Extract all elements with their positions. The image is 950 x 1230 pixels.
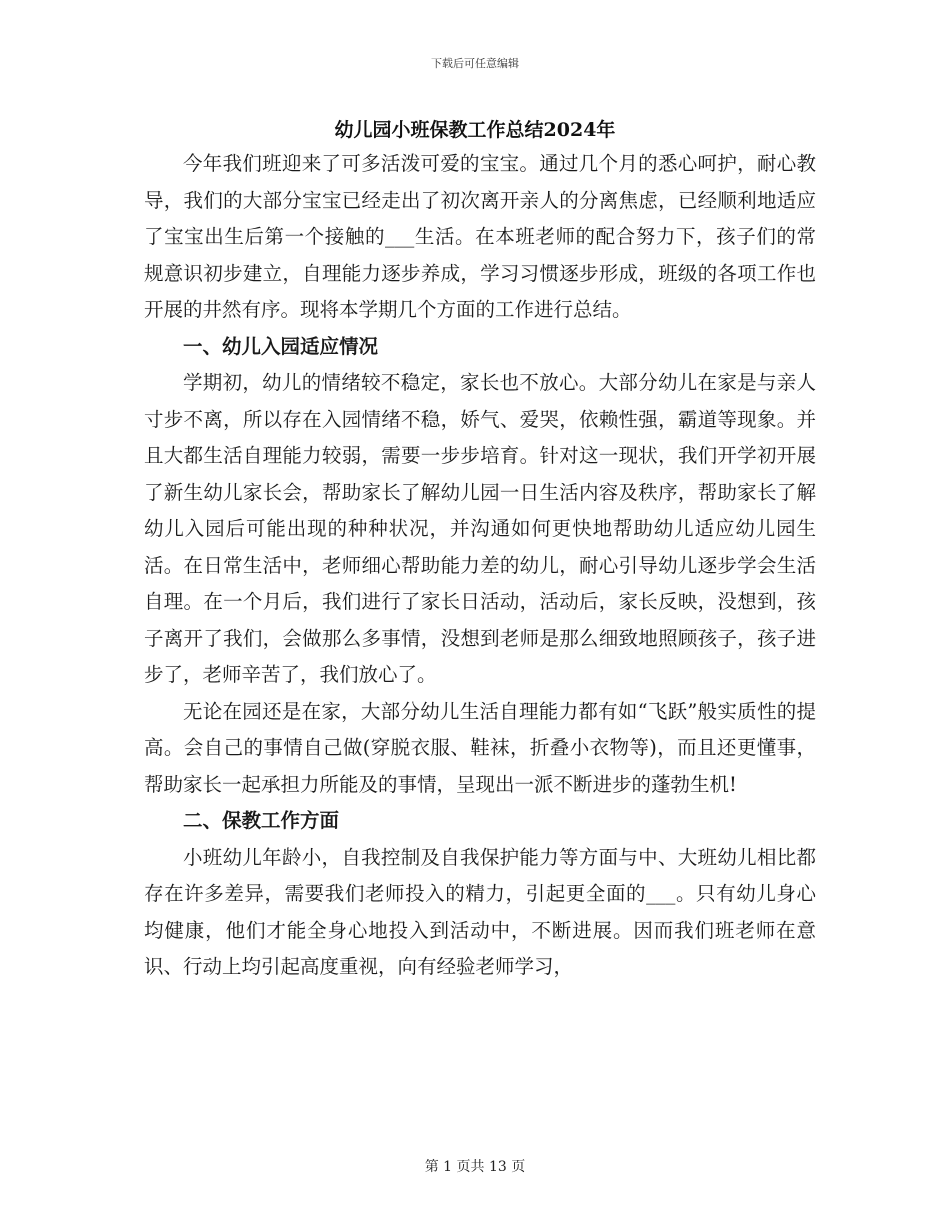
care-education-paragraph-1: 小班幼儿年龄小，自我控制及自我保护能力等方面与中、大班幼儿相比都存在许多差异，需要我们老师投入的精力，引起更全面的___。只有幼儿身心均健康，他们才能全身心地投入到活动中，不断进展。因而我们班老师在意识、行动上均引起高度重视，向有经验老师学习， — [144, 845, 816, 978]
header-note: 下载后可任意编辑 — [431, 57, 519, 70]
page-footer: 第 1 页共 13 页 — [424, 1159, 526, 1175]
adaptation-paragraph-2: 无论在园还是在家，大部分幼儿生活自理能力都有如“飞跃”般实质性的提高。会自己的事情自己做(穿脱衣服、鞋袜，折叠小衣物等)，而且还更懂事，帮助家长一起承担力所能及的事情，呈现出一派不断进步的蓬勃生机! — [144, 699, 816, 796]
intro-paragraph: 今年我们班迎来了可多活泼可爱的宝宝。通过几个月的悉心呵护，耐心教导，我们的大部分宝宝已经走出了初次离开亲人的分离焦虑，已经顺利地适应了宝宝出生后第一个接触的___生活。在本班老师的配合努力下，孩子们的常规意识初步建立，自理能力逐步养成，学习习惯逐步形成，班级的各项工作也开展的井然有序。现将本学期几个方面的工作进行总结。 — [144, 152, 816, 321]
adaptation-paragraph-1: 学期初，幼儿的情绪较不稳定，家长也不放心。大部分幼儿在家是与亲人寸步不离，所以存在入园情绪不稳，娇气、爱哭，依赖性强，霸道等现象。并且大都生活自理能力较弱，需要一步步培育。针对这一现状，我们开学初开展了新生幼儿家长会，帮助家长了解幼儿园一日生活内容及秩序，帮助家长了解幼儿入园后可能出现的种种状况，并沟通如何更快地帮助幼儿适应幼儿园生活。在日常生活中，老师细心帮助能力差的幼儿，耐心引导幼儿逐步学会生活自理。在一个月后，我们进行了家长日活动，活动后，家长反映，没想到，孩子离开了我们，会做那么多事情，没想到老师是那么细致地照顾孩子，孩子进步了，老师辛苦了，我们放心了。 — [144, 371, 816, 686]
section-heading-adaptation: 一、幼儿入园适应情况 — [183, 334, 379, 358]
document-body — [144, 146, 816, 986]
section-heading-care-education: 二、保教工作方面 — [183, 809, 340, 832]
document-title: 幼儿园小班保教工作总结2024年 — [334, 119, 616, 141]
